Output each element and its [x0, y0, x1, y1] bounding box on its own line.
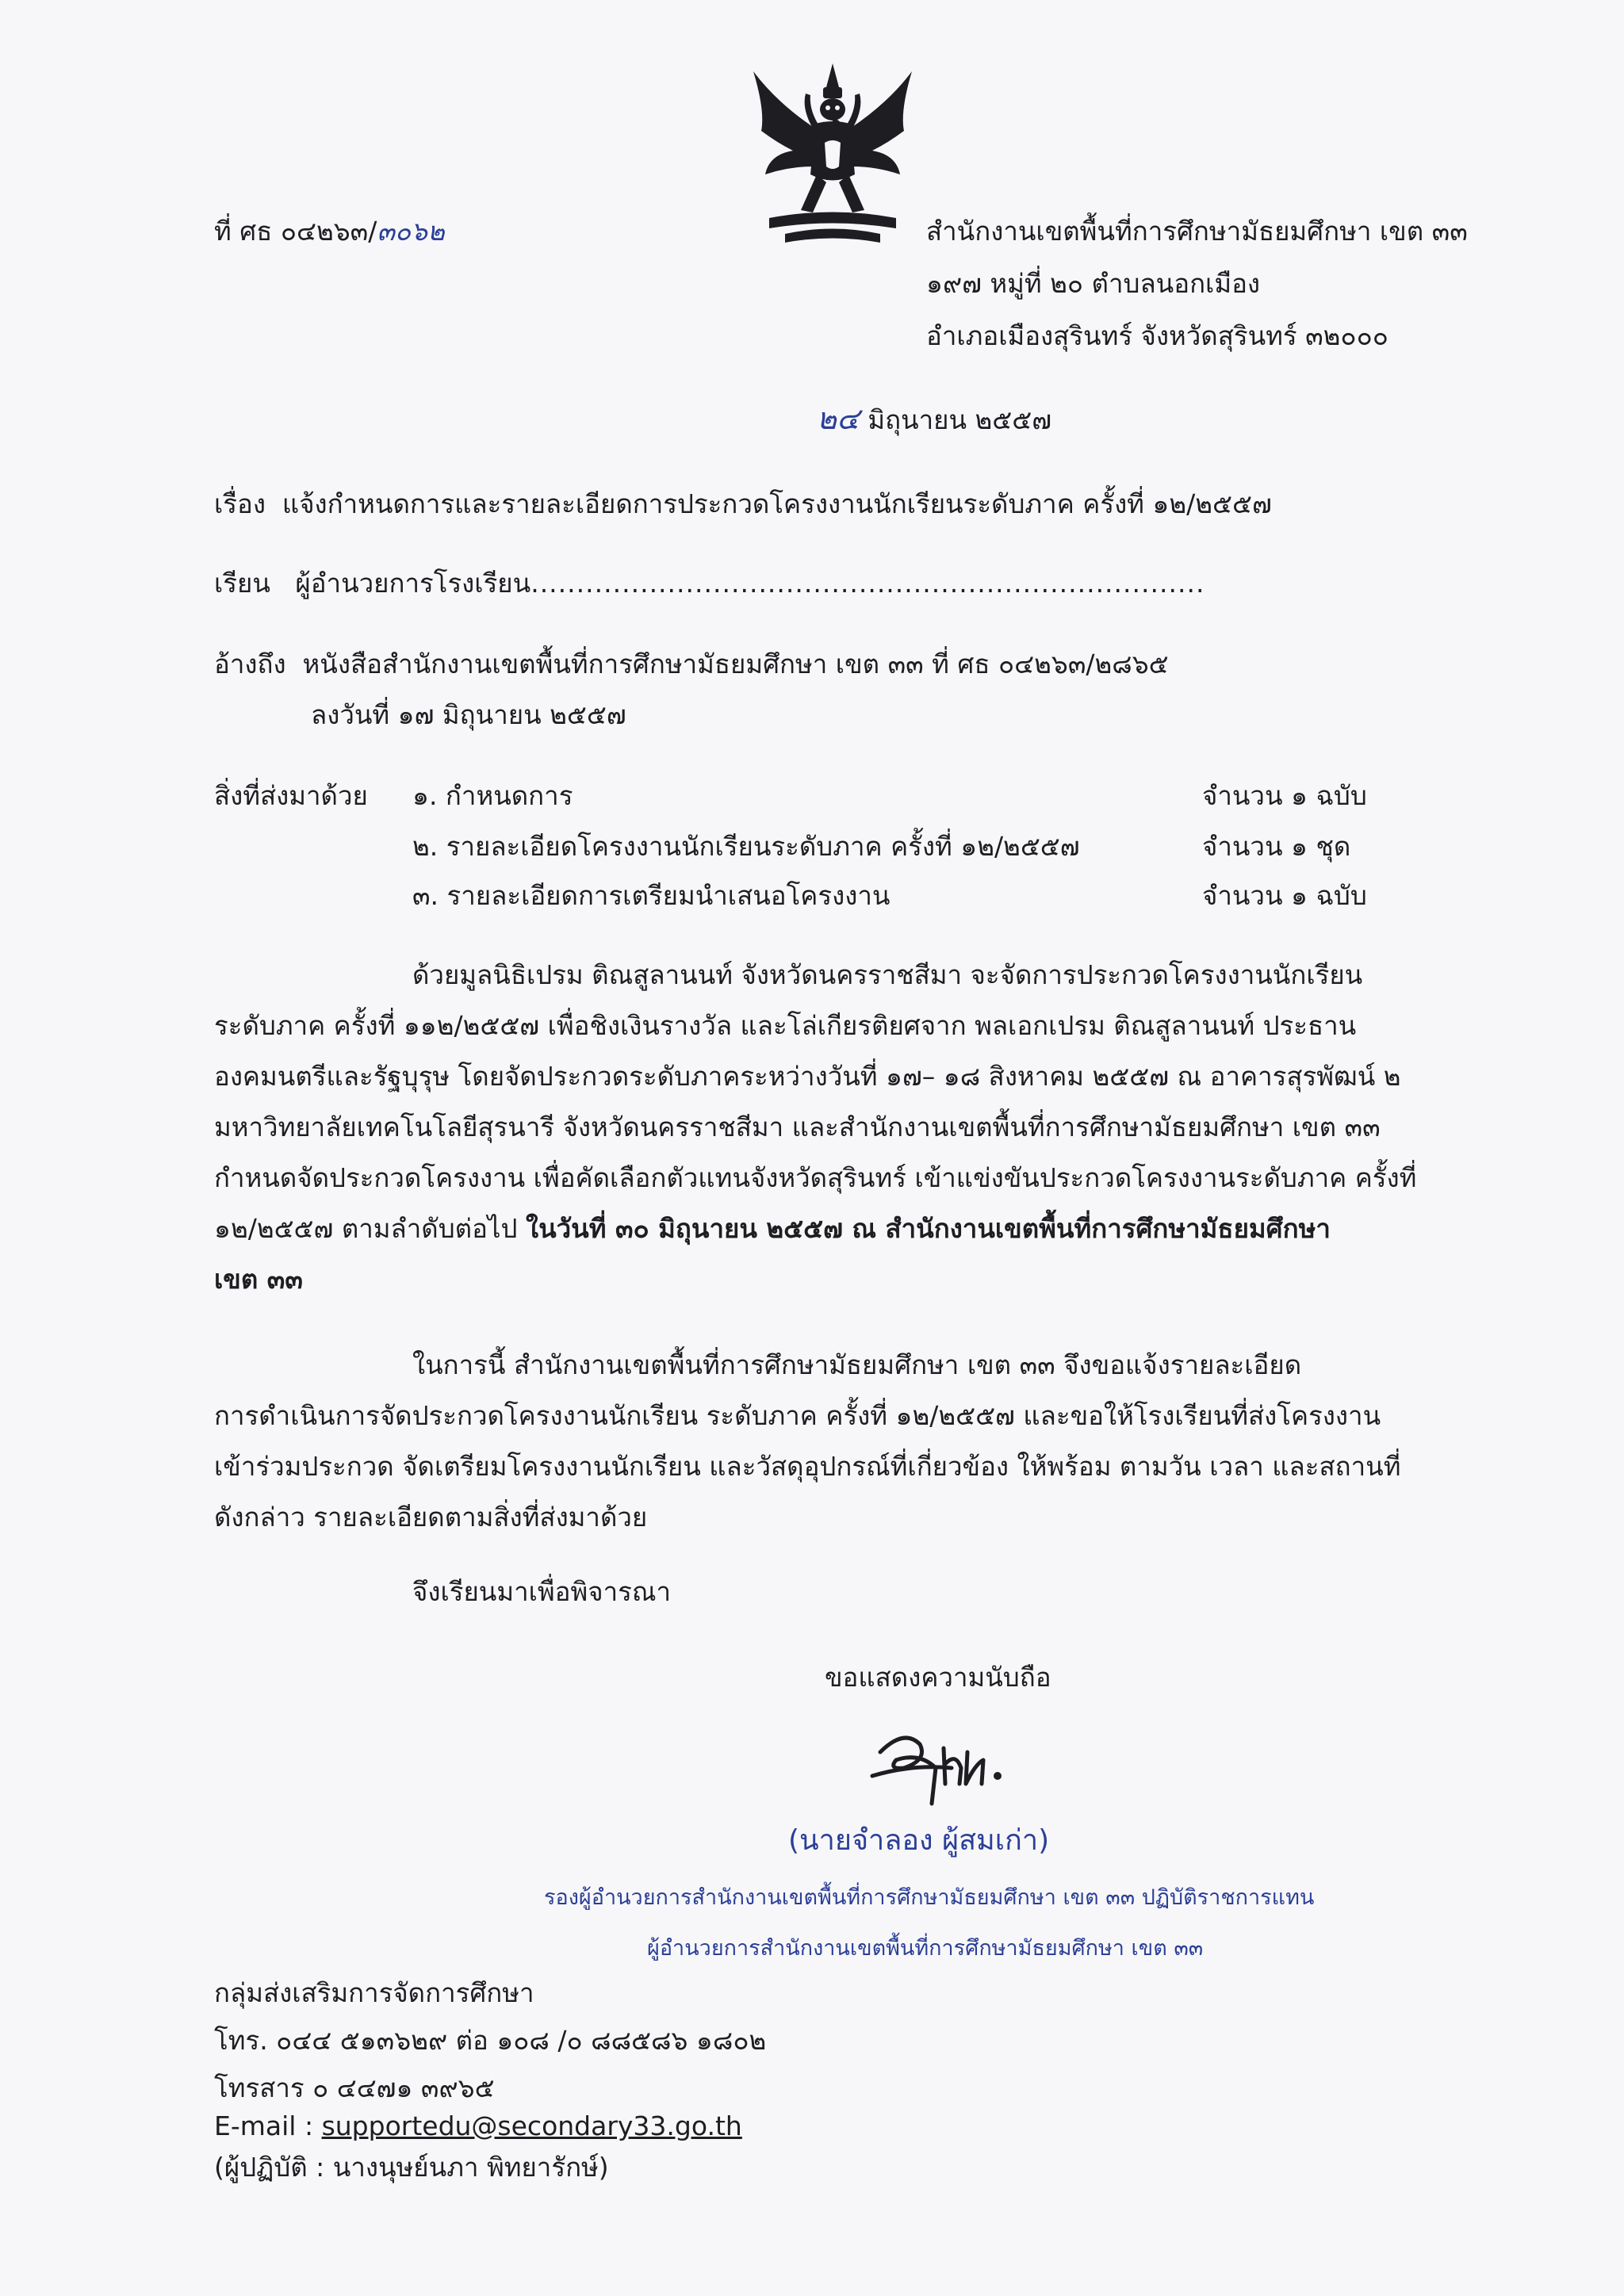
reference-line1 — [214, 647, 1169, 682]
para2-line4: ดังกล่าว รายละเอียดตามสิ่งที่ส่งมาด้วย — [214, 1502, 648, 1533]
enclosure-qty-2: จำนวน ๑ ชุด — [1202, 831, 1351, 862]
signer-title-line2: ผู้อำนวยการสำนักงานเขตพื้นที่การศึกษามัธยมศึกษา เขต ๓๓ — [647, 1936, 1204, 1961]
reference-label: อ้างถึง — [214, 649, 286, 679]
reference-text1: หนังสือสำนักงานเขตพื้นที่การศึกษามัธยมศึกษา เขต ๓๓ ที่ ศธ ๐๔๒๖๓/๒๘๖๕ — [302, 649, 1169, 679]
date-day-handwritten: ๒๔ — [817, 401, 860, 436]
email-link[interactable]: supportedu@secondary33.go.th — [321, 2110, 742, 2141]
doc-number-prefix: ที่ ศธ ๐๔๒๖๓/ — [214, 216, 377, 247]
para1-line3: องคมนตรีและรัฐบุรุษ โดยจัดประกวดระดับภาคระหว่างวันที่ ๑๗– ๑๘ สิงหาคม ๒๕๕๗ ณ อาคารสุรพัฒน์ ๒ — [214, 1061, 1401, 1092]
date-rest: มิถุนายน ๒๕๕๗ — [868, 404, 1052, 435]
enclosure-qty-1: จำนวน ๑ ฉบับ — [1202, 780, 1367, 811]
to-label: เรียน — [214, 568, 270, 599]
salutation-line — [214, 566, 1205, 601]
para1-line4: มหาวิทยาลัยเทคโนโลยีสุรนารี จังหวัดนครราชสีมา และสำนักงานเขตพื้นที่การศึกษามัธยมศึกษา เขต ๓๓ — [214, 1112, 1381, 1142]
email-label: E-mail : — [214, 2110, 322, 2141]
para1-line6-normal: ๑๒/๒๕๕๗ ตามลำดับต่อไป — [214, 1213, 526, 1244]
enclosure-item-2: ๒. รายละเอียดโครงงานนักเรียนระดับภาค ครั้งที่ ๑๒/๒๕๕๗ — [412, 831, 1080, 862]
contact-email-line — [214, 2109, 742, 2144]
contact-department: กลุ่มส่งเสริมการจัดการศึกษา — [214, 1977, 534, 2008]
para1-line7: เขต ๓๓ — [214, 1264, 303, 1295]
body-paragraph-1 — [214, 950, 1467, 1305]
para1-line2: ระดับภาค ครั้งที่ ๑๑๒/๒๕๕๗ เพื่อชิงเงินรางวัล และโล่เกียรติยศจาก พลเอกเปรม ติณสูลานนท์ ประธาน — [214, 1010, 1357, 1041]
contact-fax: โทรสาร ๐ ๔๔๗๑ ๓๙๖๕ — [214, 2072, 495, 2103]
para2-line3: เข้าร่วมประกวด จัดเตรียมโครงงานนักเรียน และวัสดุอุปกรณ์ที่เกี่ยวข้อง ให้พร้อม ตามวัน เวลา และสถานที่ — [214, 1451, 1401, 1482]
to-text: ผู้อำนวยการโรงเรียน — [295, 568, 531, 599]
letter-date — [817, 401, 1051, 438]
regards: ขอแสดงความนับถือ — [825, 1662, 1051, 1693]
office-line1: สำนักงานเขตพื้นที่การศึกษามัธยมศึกษา เขต ๓๓ — [926, 216, 1468, 247]
para1-line6-bold: ในวันที่ ๓๐ มิถุนายน ๒๕๕๗ ณ สำนักงานเขตพื้นที่การศึกษามัธยมศึกษา — [525, 1213, 1331, 1244]
to-dots: .......................................................................... — [530, 568, 1205, 599]
reference-line2: ลงวันที่ ๑๗ มิถุนายน ๒๕๕๗ — [311, 699, 626, 730]
para2-line2: การดำเนินการจัดประกวดโครงงานนักเรียน ระดับภาค ครั้งที่ ๑๒/๒๕๕๗ และขอให้โรงเรียนที่ส่งโครงงาน — [214, 1400, 1381, 1431]
enclosure-qty-3: จำนวน ๑ ฉบับ — [1202, 880, 1367, 911]
contact-telephone: โทร. ๐๔๔ ๕๑๓๖๒๙ ต่อ ๑๐๘ /๐ ๘๘๕๘๖ ๑๘๐๒ — [214, 2025, 767, 2056]
handwritten-signature — [856, 1720, 1031, 1816]
subject-line — [214, 487, 1272, 522]
para2-line1: ในการนี้ สำนักงานเขตพื้นที่การศึกษามัธยมศึกษา เขต ๓๓ จึงขอแจ้งรายละเอียด — [412, 1349, 1302, 1380]
garuda-emblem-icon — [737, 55, 928, 254]
enclosure-item-3: ๓. รายละเอียดการเตรียมนำเสนอโครงงาน — [412, 880, 891, 911]
body-paragraph-2 — [214, 1340, 1467, 1543]
subject-label: เรื่อง — [214, 488, 266, 519]
para1-line1: ด้วยมูลนิธิเปรม ติณสูลานนท์ จังหวัดนครราชสีมา จะจัดการประกวดโครงงานนักเรียน — [412, 959, 1363, 990]
enclosure-label: สิ่งที่ส่งมาด้วย — [214, 780, 368, 811]
subject-text: แจ้งกำหนดการและรายละเอียดการประกวดโครงงานนักเรียนระดับภาค ครั้งที่ ๑๒/๒๕๕๗ — [282, 488, 1272, 519]
para1-line6 — [214, 1203, 1467, 1254]
doc-number — [214, 214, 445, 249]
enclosure-item-1: ๑. กำหนดการ — [412, 780, 573, 811]
signer-name: (นายจำลอง ผู้สมเก่า) — [788, 1824, 1050, 1857]
para1-line5: กำหนดจัดประกวดโครงงาน เพื่อคัดเลือกตัวแทนจังหวัดสุรินทร์ เข้าแข่งขันประกวดโครงงานระดับภาค ครั้งที่ — [214, 1162, 1417, 1193]
office-line3: อำเภอเมืองสุรินทร์ จังหวัดสุรินทร์ ๓๒๐๐๐ — [926, 320, 1388, 351]
office-line2: ๑๙๗ หมู่ที่ ๒๐ ตำบลนอกเมือง — [926, 268, 1261, 299]
doc-number-handwritten: ๓๐๖๒ — [377, 216, 445, 247]
contact-operator: (ผู้ปฏิบัติ : นางนุษย์นภา พิทยารักษ์) — [214, 2152, 609, 2183]
closing-request: จึงเรียนมาเพื่อพิจารณา — [412, 1576, 671, 1607]
signer-title-line1: รองผู้อำนวยการสำนักงานเขตพื้นที่การศึกษามัธยมศึกษา เขต ๓๓ ปฏิบัติราชการแทน — [544, 1885, 1315, 1910]
